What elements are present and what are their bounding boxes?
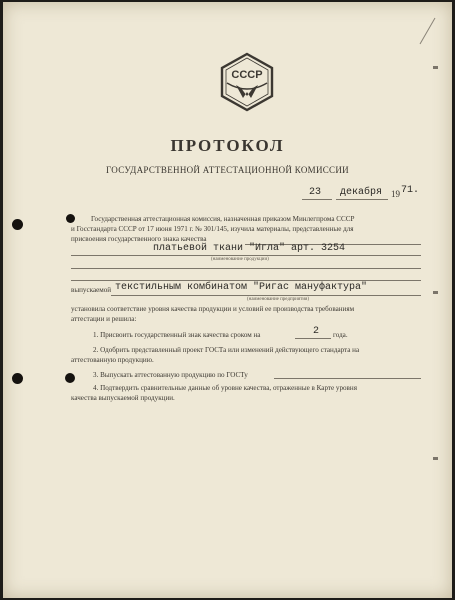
item-2-line-1: 2. Одобрить представленный проект ГОСТа или изменений действующего стандарта на — [93, 346, 360, 354]
intro-line-1: Государственная аттестационная комиссия, назначенная приказом Минлегпрома СССР — [91, 215, 355, 223]
producer-name: текстильным комбинатом "Ригас мануфактура" — [115, 282, 368, 293]
item-1-unit: года. — [333, 331, 348, 339]
punch-hole — [12, 373, 23, 384]
punch-hole — [12, 219, 23, 230]
item-1-text: 1. Присвоить государственный знак качества сроком на — [93, 331, 261, 339]
date-month-line — [336, 199, 388, 200]
protocol-document — [3, 2, 452, 598]
producer-label: выпускаемой — [71, 286, 112, 294]
item-1-value: 2 — [313, 326, 320, 337]
edge-mark — [433, 291, 438, 294]
edge-mark — [433, 457, 438, 460]
product-line-3 — [71, 280, 421, 281]
punch-hole — [65, 373, 75, 383]
item-2-line-2: аттестованную продукцию. — [71, 356, 154, 364]
item-1-line — [295, 338, 331, 339]
item-4-line-1: 4. Подтвердить сравнительные данные об уровне качества, отраженные в Карте уровня — [93, 384, 357, 392]
document-subtitle: ГОСУДАРСТВЕННОЙ АТТЕСТАЦИОННОЙ КОМИССИИ — [106, 165, 349, 175]
product-line-2 — [71, 268, 421, 269]
item-4-line-2: качества выпускаемой продукции. — [71, 394, 175, 402]
date-year-suffix: 71. — [401, 185, 420, 196]
date-month: декабря — [340, 187, 383, 198]
date-year-prefix: 19 — [391, 189, 400, 199]
intro-line-3: присвоения государственного знака качества — [71, 235, 207, 243]
item-3-line — [274, 378, 421, 379]
intro-line-2: и Госстандарта СССР от 17 июня 1971 г. № 301/145, изучила материалы, представленные для — [71, 225, 354, 233]
item-3-text: 3. Выпускать аттестованную продукцию по ГОСТу — [93, 371, 248, 379]
product-line — [71, 255, 421, 256]
emblem-text: СССР — [231, 69, 263, 81]
document-title: ПРОТОКОЛ — [170, 136, 285, 155]
established-line-1: установила соответствие уровня качества продукции и условий ее производства требованиям — [71, 305, 355, 313]
pen-stroke — [420, 18, 436, 44]
edge-mark — [433, 66, 438, 69]
producer-caption: (наименование предприятия) — [247, 297, 309, 302]
quality-mark-emblem — [217, 52, 277, 112]
date-day: 23 — [309, 187, 322, 198]
date-day-line — [302, 199, 332, 200]
product-caption: (наименование продукции) — [211, 257, 269, 262]
producer-line — [111, 295, 421, 296]
established-line-2: аттестации и решила: — [71, 315, 137, 323]
punch-hole — [66, 214, 75, 223]
product-name: платьевой ткани "Игла" арт. 3254 — [153, 243, 346, 254]
